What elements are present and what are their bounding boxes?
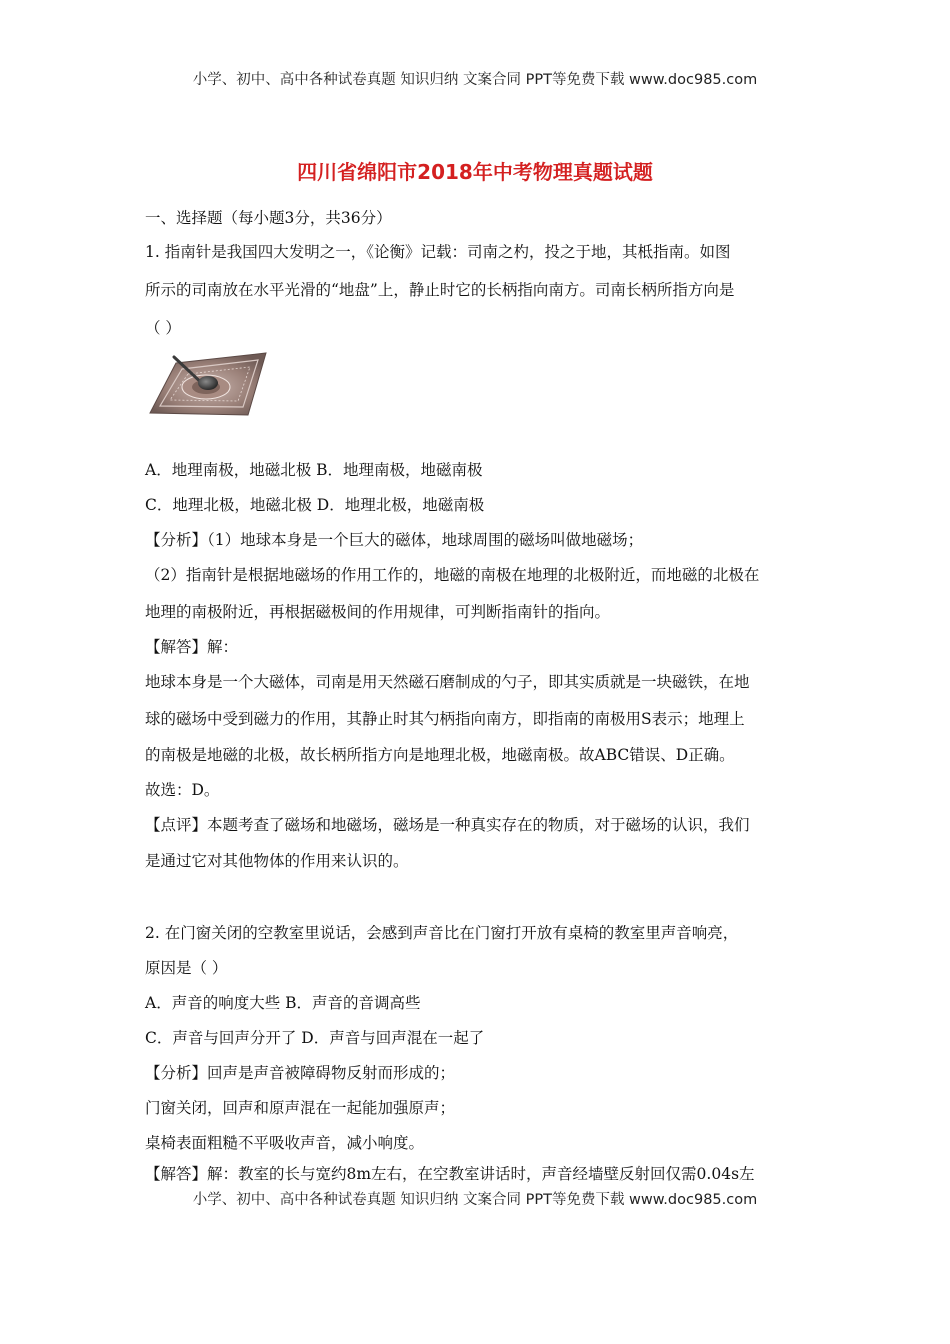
- q1-analysis-line: 地理的南极附近，再根据磁极间的作用规律，可判断指南针的指向。: [145, 603, 611, 621]
- q1-stem-line: （ ）: [145, 319, 181, 337]
- document-title: 四川省绵阳市2018年中考物理真题试题: [297, 160, 653, 184]
- q1-answer-line: 故选：D。: [145, 781, 220, 799]
- q2-option-line: C．声音与回声分开了 D．声音与回声混在一起了: [145, 1029, 485, 1047]
- q1-answer-label: 【解答】解：: [145, 638, 239, 656]
- page-header: 小学、初中、高中各种试卷真题 知识归纳 文案合同 PPT等免费下载 www.doc985.com: [192, 72, 758, 88]
- q1-answer-line: 地球本身是一个大磁体，司南是用天然磁石磨制成的勺子，即其实质就是一块磁铁，在地: [145, 673, 750, 691]
- q1-option-line: C．地理北极，地磁北极 D．地理北极，地磁南极: [145, 496, 485, 514]
- q1-comment-line: 是通过它对其他物体的作用来认识的。: [145, 852, 409, 870]
- q2-analysis-line: 【分析】回声是声音被障碍物反射而形成的；: [145, 1064, 456, 1082]
- q2-stem-line: 2. 在门窗关闭的空教室里说话，会感到声音比在门窗打开放有桌椅的教室里声音响亮，: [145, 924, 739, 942]
- page-footer: 小学、初中、高中各种试卷真题 知识归纳 文案合同 PPT等免费下载 www.doc985.com: [192, 1192, 758, 1208]
- q2-answer-line: 【解答】解：教室的长与宽约8m左右，在空教室讲话时，声音经墙壁反射回仅需0.04s左: [145, 1165, 755, 1183]
- q1-stem-line: 1. 指南针是我国四大发明之一，《论衡》记载：司南之杓，投之于地，其柢指南。如图: [145, 243, 731, 261]
- q1-answer-line: 球的磁场中受到磁力的作用，其静止时其勺柄指向南方，即指南的南极用S表示；地理上: [145, 710, 745, 728]
- q2-analysis-line: 门窗关闭，回声和原声混在一起能加强原声；: [145, 1099, 456, 1117]
- q1-comment-line: 【点评】本题考查了磁场和地磁场，磁场是一种真实存在的物质，对于磁场的认识，我们: [145, 816, 750, 834]
- q1-stem-line: 所示的司南放在水平光滑的“地盘”上，静止时它的长柄指向南方。司南长柄所指方向是: [145, 281, 735, 299]
- sinan-compass-image: [148, 345, 270, 420]
- section-heading: 一、选择题（每小题3分，共36分）: [145, 209, 392, 227]
- q1-analysis-line: 【分析】（1）地球本身是一个巨大的磁体，地球周围的磁场叫做地磁场；: [145, 531, 644, 549]
- q2-option-line: A．声音的响度大些 B．声音的音调高些: [145, 994, 421, 1012]
- q2-analysis-line: 桌椅表面粗糙不平吸收声音，减小响度。: [145, 1134, 425, 1152]
- q2-stem-line: 原因是（ ）: [145, 959, 228, 977]
- q1-option-line: A．地理南极，地磁北极 B．地理南极，地磁南极: [145, 461, 483, 479]
- q1-analysis-line: （2）指南针是根据地磁场的作用工作的，地磁的南极在地理的北极附近，而地磁的北极在: [145, 566, 760, 584]
- q1-answer-line: 的南极是地磁的北极，故长柄所指方向是地理北极，地磁南极。故ABC错误、D正确。: [145, 746, 735, 764]
